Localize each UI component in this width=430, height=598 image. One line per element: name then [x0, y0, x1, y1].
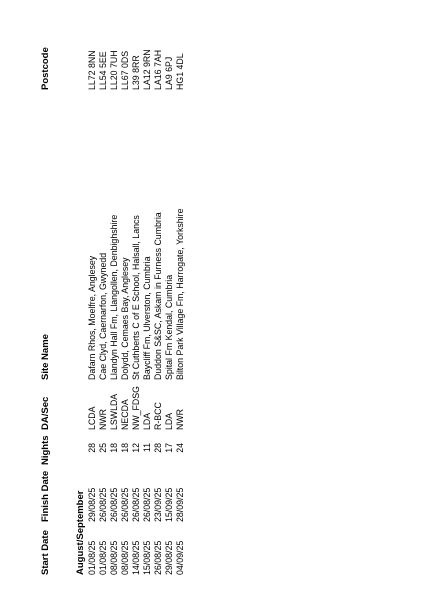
finish-date-cell: 23/09/25: [153, 487, 163, 522]
site-name-cell: Spital Fm Kendal, Cumbria: [164, 274, 174, 380]
da-sec-cell: NW_FDSG: [131, 386, 141, 430]
site-name-cell: Bilton Park Village Fm, Harrogate, Yorkshire: [175, 208, 185, 380]
da-sec-cell: NWR: [98, 408, 108, 430]
start-date-cell: 04/09/25: [175, 540, 185, 575]
nights-cell: 25: [98, 443, 108, 453]
site-name-cell: Baycliff Fm, Ulverston, Cumbria: [142, 256, 152, 380]
table-row: [142, 20, 153, 580]
nights-cell: 28: [87, 443, 97, 453]
postcode-cell: LA9 6PJ: [164, 56, 174, 90]
finish-date-cell: 28/09/25: [175, 487, 185, 522]
site-name-cell: St Cuthberts C of E School, Halsall, Lancs: [131, 215, 141, 380]
da-sec-cell: LCDA: [87, 406, 97, 430]
finish-date-cell: 26/08/25: [131, 487, 141, 522]
header-nights: Nights: [40, 435, 51, 465]
finish-date-cell: 26/08/25: [120, 487, 130, 522]
nights-cell: 17: [164, 443, 174, 453]
section-title: August/September: [75, 490, 86, 575]
finish-date-cell: 26/08/25: [109, 487, 119, 522]
table-row: [131, 20, 142, 580]
start-date-cell: 08/08/25: [120, 540, 130, 575]
site-name-cell: Dafarn Rhos, Moelfre, Anglesey: [87, 255, 97, 380]
start-date-cell: 15/08/25: [142, 540, 152, 575]
nights-cell: 18: [120, 443, 130, 453]
finish-date-cell: 26/08/25: [142, 487, 152, 522]
postcode-cell: LA12 9RN: [142, 49, 152, 90]
table-row: [98, 20, 109, 580]
nights-cell: 18: [109, 443, 119, 453]
da-sec-cell: R-BCC: [153, 402, 163, 430]
rotated-document-page: [35, 20, 375, 580]
schedule-table-body: [87, 20, 186, 580]
header-start-date: Start Date: [40, 530, 51, 575]
postcode-cell: LL20 7UH: [109, 50, 119, 90]
start-date-cell: 14/08/25: [131, 540, 141, 575]
site-name-cell: Dolydd, Cemaes Bay, Anglesey: [120, 257, 130, 380]
start-date-cell: 01/08/25: [87, 540, 97, 575]
da-sec-cell: NWR: [175, 408, 185, 430]
start-date-cell: 29/08/25: [164, 540, 174, 575]
nights-cell: 12: [131, 443, 141, 453]
da-sec-cell: LSWLDA: [109, 393, 119, 430]
start-date-cell: 26/08/25: [153, 540, 163, 575]
table-row: [109, 20, 120, 580]
table-row: [87, 20, 98, 580]
header-finish-date: Finish Date: [40, 470, 51, 522]
start-date-cell: 08/08/25: [109, 540, 119, 575]
nights-cell: 11: [142, 443, 152, 453]
postcode-cell: HG1 4DL: [175, 53, 185, 90]
nights-cell: 24: [175, 443, 185, 453]
postcode-cell: LA16 7AH: [153, 49, 163, 90]
postcode-cell: L39 8RR: [131, 55, 141, 90]
postcode-cell: LL67 0DS: [120, 50, 130, 90]
da-sec-cell: LDA: [142, 412, 152, 430]
start-date-cell: 01/08/25: [98, 540, 108, 575]
site-name-cell: Llandyn Hall Fm, Llangollen, Denbighshire: [109, 214, 119, 380]
header-da-sec: DA/Sec: [40, 396, 51, 430]
header-site-name: Site Name: [40, 334, 51, 380]
finish-date-cell: 26/08/25: [98, 487, 108, 522]
table-row: [120, 20, 131, 580]
postcode-cell: LL54 5EE: [98, 51, 108, 90]
da-sec-cell: LDA: [164, 412, 174, 430]
site-name-cell: Duddon S&SC, Askam in Furness Cumbria: [153, 212, 163, 380]
da-sec-cell: NECDA: [120, 399, 130, 430]
postcode-cell: LL72 8NN: [87, 50, 97, 90]
table-row: [175, 20, 186, 580]
nights-cell: 28: [153, 443, 163, 453]
site-name-cell: Cae Clyd, Caernarfon, Gwynedd: [98, 252, 108, 380]
header-postcode: Postcode: [40, 47, 51, 90]
table-row: [164, 20, 175, 580]
table-row: [153, 20, 164, 580]
finish-date-cell: 29/08/25: [87, 487, 97, 522]
finish-date-cell: 15/09/25: [164, 487, 174, 522]
